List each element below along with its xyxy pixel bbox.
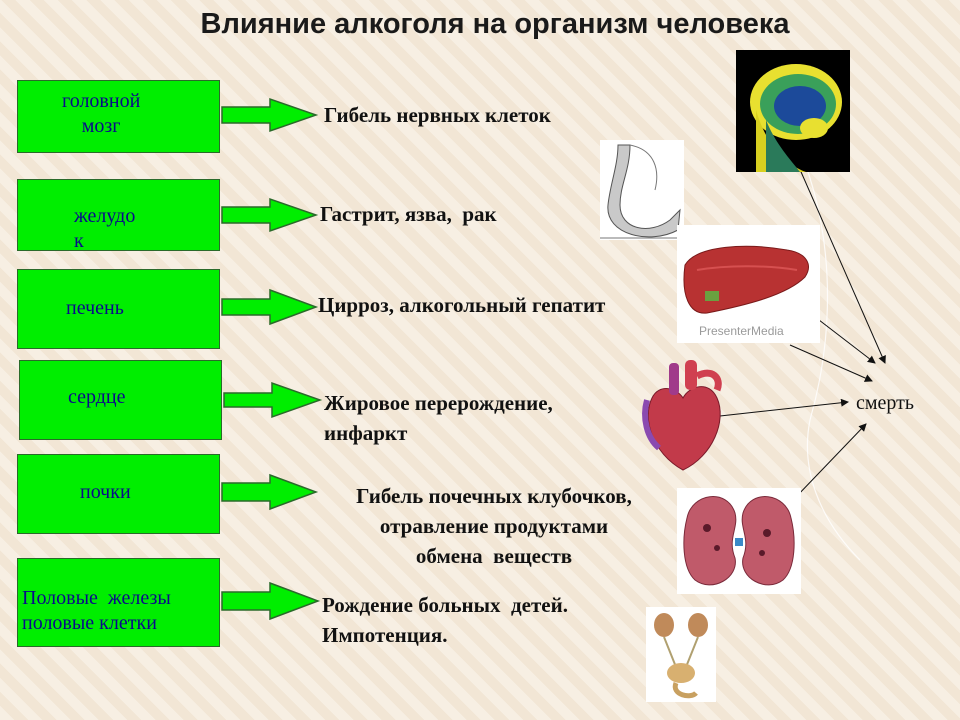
- effect-liver: Цирроз, алкогольный гепатит: [318, 293, 606, 317]
- organ-label: печень: [66, 297, 124, 319]
- organ-label: почки: [80, 481, 131, 503]
- pointer-arrow: [790, 345, 872, 381]
- effect-reproductive: Рождение больных детей. Импотенция.: [322, 593, 568, 647]
- organ-label: Половые железы половые клетки: [22, 587, 171, 634]
- death-label: смерть: [856, 392, 915, 414]
- arrow-right-icon: [224, 383, 320, 417]
- heart-image: [637, 358, 729, 474]
- kidney-image: [677, 488, 801, 594]
- effect-stomach: Гастрит, язва, рак: [320, 202, 497, 226]
- liver-image: [677, 225, 820, 343]
- organ-label: головной мозг: [62, 90, 141, 137]
- arrow-right-icon: [222, 583, 318, 619]
- arrow-right-icon: [222, 290, 316, 324]
- effect-heart: Жировое перерождение, инфаркт: [324, 391, 553, 445]
- brain-mri-image: [736, 50, 850, 172]
- organ-label: желудо к: [74, 205, 136, 252]
- organ-label: сердце: [68, 386, 126, 408]
- effect-brain: Гибель нервных клеток: [324, 103, 551, 127]
- arrow-right-icon: [222, 475, 316, 509]
- arrow-right-icon: [222, 199, 316, 231]
- arrow-right-icon: [222, 99, 316, 131]
- slide-title: Влияние алкоголя на организм человека: [200, 8, 790, 40]
- pointer-arrow: [720, 402, 848, 416]
- watermark-text: PresenterMedia: [699, 324, 784, 338]
- effect-kidneys: Гибель почечных клубочков, отравление продуктами обмена веществ: [356, 484, 632, 568]
- pointer-arrow: [795, 424, 866, 498]
- stomach-image: [600, 140, 684, 240]
- reproductive-organs-image: [646, 607, 716, 702]
